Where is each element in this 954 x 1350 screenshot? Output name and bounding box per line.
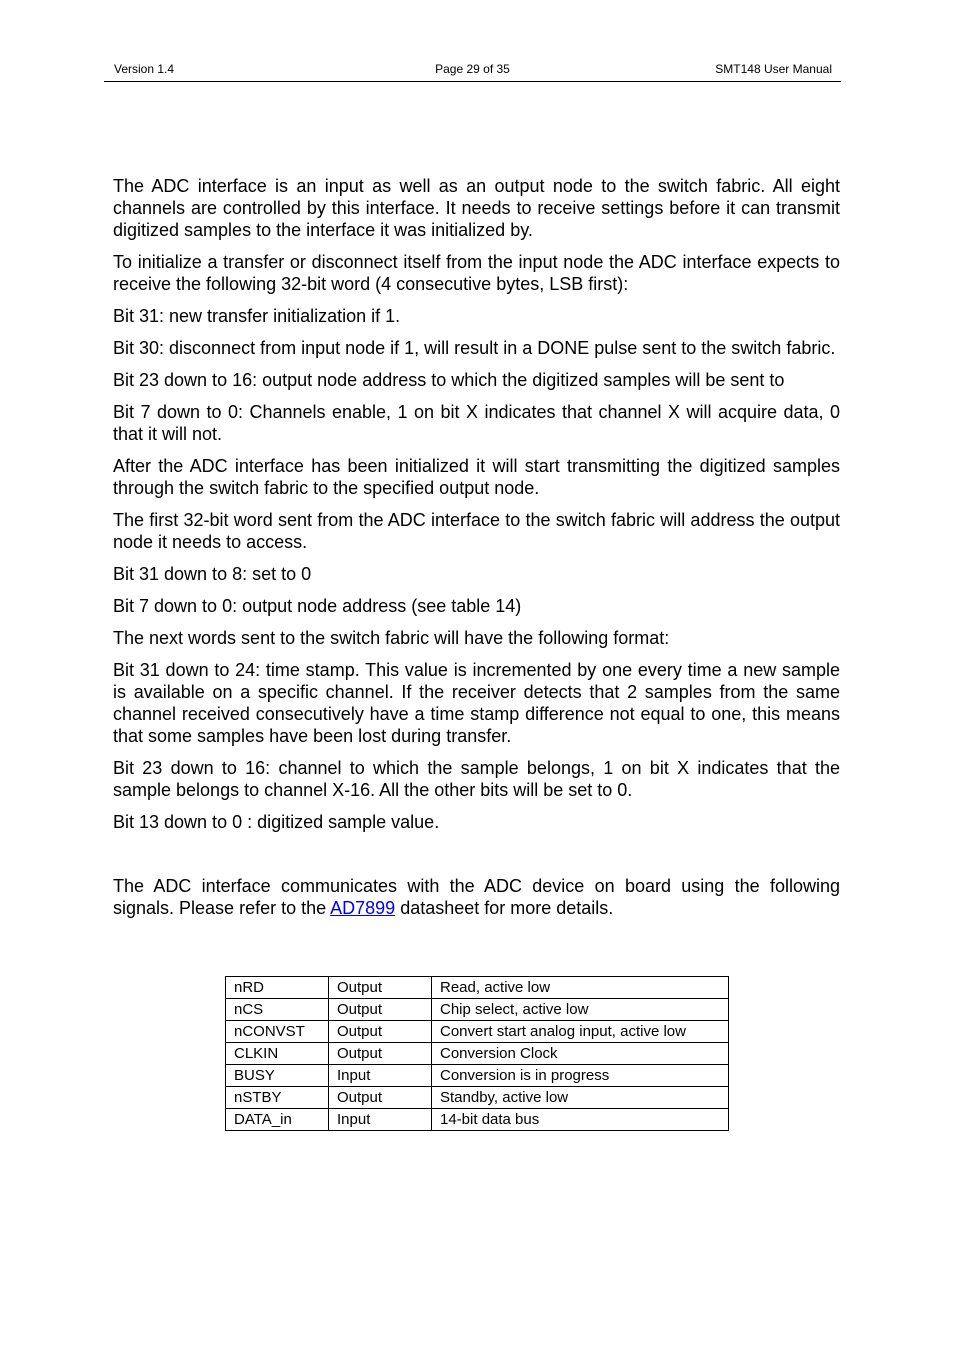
paragraph: The next words sent to the switch fabric will have the following format: — [113, 628, 670, 648]
paragraph: Bit 30: disconnect from input node if 1, will result in a DONE pulse sent to the switch fabric. — [113, 338, 836, 358]
paragraph: The ADC interface is an input as well as an output node to the switch fabric. All eight channels are controlled by this interface. It needs to receive settings before it can transmit digitized samples to the interface it was initialized by. — [113, 176, 840, 240]
signal-description-cell: Conversion is in progress — [432, 1065, 729, 1087]
signal-direction-cell: Output — [329, 1087, 432, 1109]
paragraph: Bit 23 down to 16: channel to which the sample belongs, 1 on bit X indicates that the sample belongs to channel X-16. All the other bits will be set to 0. — [113, 758, 840, 800]
signal-direction-cell: Input — [329, 1109, 432, 1131]
page-body — [113, 175, 840, 929]
page-header — [104, 61, 841, 82]
signal-name-cell: DATA_in — [226, 1109, 329, 1131]
signals-table — [225, 976, 729, 1131]
signal-name-cell: CLKIN — [226, 1043, 329, 1065]
version-label: Version 1.4 — [114, 62, 175, 76]
signal-direction-cell: Output — [329, 1043, 432, 1065]
ad7899-datasheet-link[interactable]: AD7899 — [330, 898, 396, 918]
signal-description-cell: 14-bit data bus — [432, 1109, 729, 1131]
table-row — [226, 1109, 729, 1131]
signal-name-cell: nCONVST — [226, 1021, 329, 1043]
paragraph: Bit 31 down to 8: set to 0 — [113, 564, 312, 584]
paragraph: Bit 7 down to 0: Channels enable, 1 on bit X indicates that channel X will acquire data, 0 that it will not. — [113, 402, 840, 444]
signal-description-cell: Conversion Clock — [432, 1043, 729, 1065]
paragraph: Bit 31: new transfer initialization if 1. — [113, 306, 401, 326]
paragraph: Bit 31 down to 24: time stamp. This value is incremented by one every time a new sample is available on a specific channel. If the receiver detects that 2 samples from the same channel received consecutively have a time stamp difference not equal to one, this means that some samples have been lost during transfer. — [113, 660, 840, 746]
paragraph: The first 32-bit word sent from the ADC interface to the switch fabric will address the output node it needs to access. — [113, 510, 840, 552]
table-row — [226, 1021, 729, 1043]
document-title: SMT148 User Manual — [715, 62, 832, 76]
signals-text-after: datasheet for more details. — [395, 898, 614, 918]
signal-direction-cell: Output — [329, 999, 432, 1021]
table-row — [226, 1087, 729, 1109]
signals-text-before: The ADC interface communicates with the ADC device on board using the following signals. Please refer to the — [113, 876, 840, 918]
signal-description-cell: Convert start analog input, active low — [432, 1021, 729, 1043]
signal-direction-cell: Output — [329, 1021, 432, 1043]
signal-name-cell: nCS — [226, 999, 329, 1021]
paragraph: Bit 23 down to 16: output node address to which the digitized samples will be sent to — [113, 370, 785, 390]
signals-paragraph — [113, 875, 840, 919]
paragraph: Bit 7 down to 0: output node address (see table 14) — [113, 596, 522, 616]
signal-description-cell: Chip select, active low — [432, 999, 729, 1021]
signal-name-cell: BUSY — [226, 1065, 329, 1087]
signal-direction-cell: Input — [329, 1065, 432, 1087]
signal-description-cell: Standby, active low — [432, 1087, 729, 1109]
page-number: Page 29 of 35 — [435, 62, 510, 76]
signal-name-cell: nSTBY — [226, 1087, 329, 1109]
signal-direction-cell: Output — [329, 977, 432, 999]
signal-name-cell: nRD — [226, 977, 329, 999]
paragraph: After the ADC interface has been initialized it will start transmitting the digitized samples through the switch fabric to the specified output node. — [113, 456, 840, 498]
paragraph: Bit 13 down to 0 : digitized sample value. — [113, 812, 440, 832]
table-row — [226, 1043, 729, 1065]
signal-description-cell: Read, active low — [432, 977, 729, 999]
table-row — [226, 977, 729, 999]
table-row — [226, 1065, 729, 1087]
table-row — [226, 999, 729, 1021]
paragraph: To initialize a transfer or disconnect itself from the input node the ADC interface expects to receive the following 32-bit word (4 consecutive bytes, LSB first): — [113, 252, 840, 294]
